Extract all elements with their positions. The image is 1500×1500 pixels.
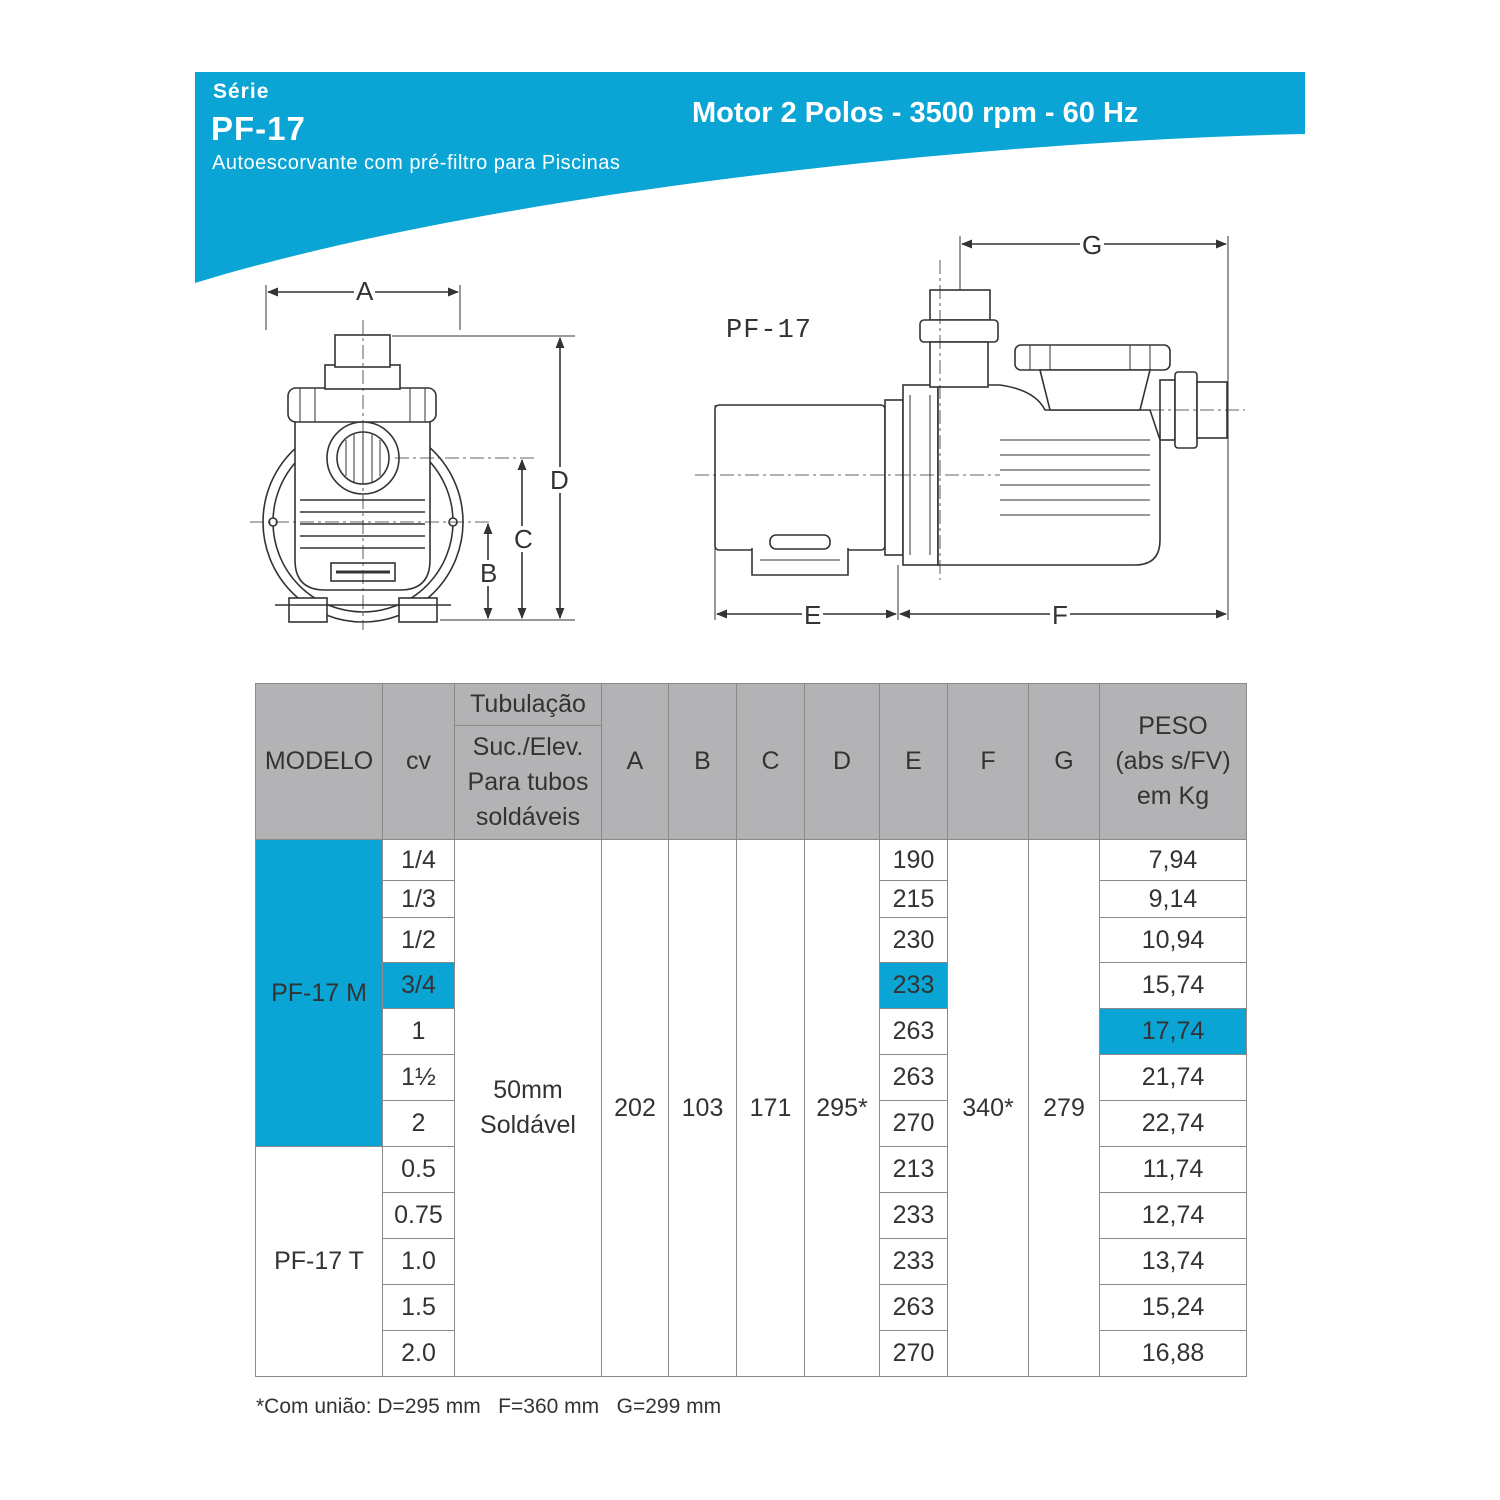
- e-cell: 233: [880, 1239, 948, 1285]
- header-cv: cv: [383, 684, 455, 840]
- cv-cell: 1.0: [383, 1239, 455, 1285]
- peso-cell: 21,74: [1100, 1055, 1247, 1101]
- header-b: B: [669, 684, 737, 840]
- e-cell: 213: [880, 1147, 948, 1193]
- dim-label-d: D: [550, 465, 569, 495]
- e-cell: 270: [880, 1331, 948, 1377]
- cv-cell: 0.5: [383, 1147, 455, 1193]
- dim-label-a: A: [356, 276, 374, 306]
- peso-cell: 15,74: [1100, 963, 1247, 1009]
- e-cell: 190: [880, 840, 948, 881]
- e-cell: 263: [880, 1285, 948, 1331]
- header-modelo: MODELO: [256, 684, 383, 840]
- peso-cell: 15,24: [1100, 1285, 1247, 1331]
- cv-cell: 0.75: [383, 1193, 455, 1239]
- model-cell: PF-17 M: [256, 840, 383, 1147]
- header-e: E: [880, 684, 948, 840]
- e-cell: 263: [880, 1055, 948, 1101]
- cv-cell: 1: [383, 1009, 455, 1055]
- cv-cell: 1½: [383, 1055, 455, 1101]
- header-g: G: [1029, 684, 1100, 840]
- model-cell: PF-17 T: [256, 1147, 383, 1377]
- header-peso-line3: em Kg: [1136, 782, 1210, 810]
- peso-cell: 12,74: [1100, 1193, 1247, 1239]
- peso-cell: 22,74: [1100, 1101, 1247, 1147]
- header-suc-line3: soldáveis: [475, 803, 581, 831]
- dim-label-c: C: [514, 524, 533, 554]
- header-f: F: [948, 684, 1029, 840]
- header-suc-line1: Suc./Elev.: [472, 733, 584, 761]
- cv-cell: 1.5: [383, 1285, 455, 1331]
- cv-cell: 2.0: [383, 1331, 455, 1377]
- peso-cell: 9,14: [1100, 881, 1247, 918]
- dim-label-g: G: [1082, 230, 1103, 260]
- header-peso-line1: PESO: [1138, 712, 1208, 740]
- header-suc-line2: Para tubos: [467, 768, 589, 796]
- e-cell: 263: [880, 1009, 948, 1055]
- subtitle: Autoescorvante com pré-filtro para Piscinas: [212, 152, 621, 174]
- e-cell: 230: [880, 918, 948, 963]
- cv-cell: 3/4: [383, 963, 455, 1009]
- tubo-line2: Soldável: [480, 1111, 576, 1139]
- e-cell: 233: [880, 963, 948, 1009]
- model-name: PF-17: [211, 110, 306, 147]
- peso-cell: 10,94: [1100, 918, 1247, 963]
- cv-cell: 1/4: [383, 840, 455, 881]
- e-cell: 233: [880, 1193, 948, 1239]
- c-cell: 171: [737, 840, 805, 1377]
- dim-label-e: E: [804, 600, 822, 630]
- peso-cell: 13,74: [1100, 1239, 1247, 1285]
- motor-spec: Motor 2 Polos - 3500 rpm - 60 Hz: [692, 97, 1139, 129]
- a-cell: 202: [602, 840, 669, 1377]
- peso-cell: 11,74: [1100, 1147, 1247, 1193]
- peso-cell: 16,88: [1100, 1331, 1247, 1377]
- front-view-drawing: [250, 285, 575, 630]
- f-cell: 340*: [948, 840, 1029, 1377]
- dim-label-f: F: [1052, 600, 1068, 630]
- side-view-model-label: PF-17: [726, 316, 813, 346]
- header-tubulacao: Tubulação: [455, 684, 602, 726]
- tubulacao-cell: [455, 840, 602, 1377]
- cv-cell: 2: [383, 1101, 455, 1147]
- e-cell: 215: [880, 881, 948, 918]
- serie-label: Série: [213, 80, 270, 103]
- header-suc-elev: [455, 726, 602, 840]
- header-banner: [0, 0, 1500, 300]
- header-d: D: [805, 684, 880, 840]
- cv-cell: 1/3: [383, 881, 455, 918]
- spec-table: [255, 683, 1247, 1377]
- footnote: *Com união: D=295 mm F=360 mm G=299 mm: [256, 1395, 722, 1418]
- table-row: [256, 840, 1247, 881]
- d-cell: 295*: [805, 840, 880, 1377]
- tubo-line1: 50mm: [493, 1076, 563, 1104]
- header-peso-line2: (abs s/FV): [1115, 747, 1231, 775]
- peso-cell: 17,74: [1100, 1009, 1247, 1055]
- peso-cell: 7,94: [1100, 840, 1247, 881]
- e-cell: 270: [880, 1101, 948, 1147]
- header-a: A: [602, 684, 669, 840]
- b-cell: 103: [669, 840, 737, 1377]
- g-cell: 279: [1029, 840, 1100, 1377]
- cv-cell: 1/2: [383, 918, 455, 963]
- dim-label-b: B: [480, 558, 498, 588]
- header-peso: [1100, 684, 1247, 840]
- header-c: C: [737, 684, 805, 840]
